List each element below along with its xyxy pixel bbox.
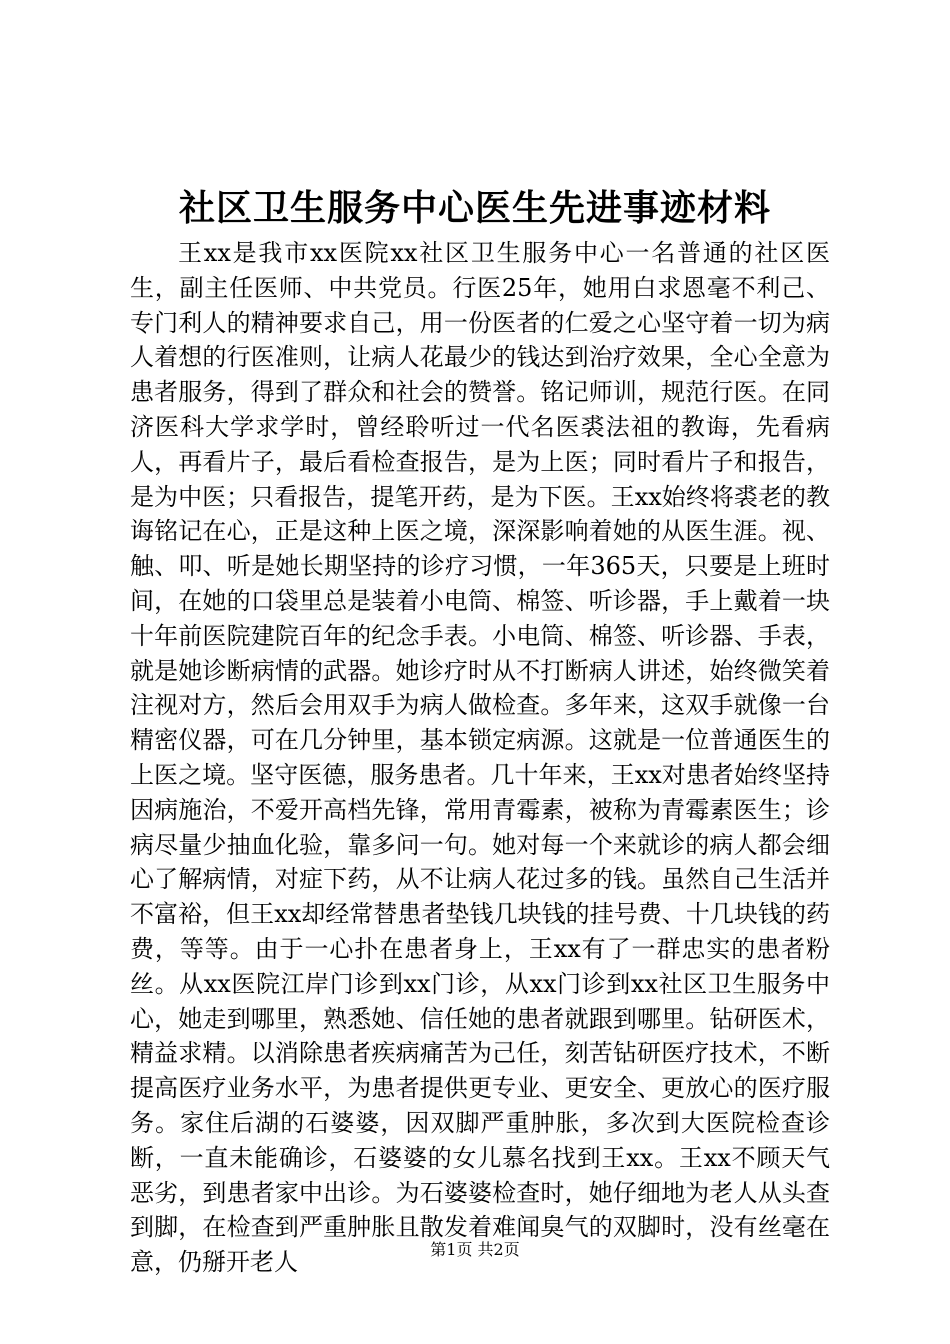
page-number: 第1页 共2页 [430,1240,520,1259]
document-title: 社区卫生服务中心医生先进事迹材料 [178,187,771,229]
document-body: 王xx是我市xx医院xx社区卫生服务中心一名普通的社区医生，副主任医师、中共党员。行医25年，她用白求恩毫不利己、专门利人的精神要求自己，用一份医者的仁爱之心坚守着一切为病人着想的行医准则，让病人花最少的钱达到治疗效果，全心全意为患者服务，得到了群众和社会的赞誉。铭记师训，规范行医。在同济医科大学求学时，曾经聆听过一代名医裘法祖的教诲，先看病人，再看片子，最后看检查报告，是为上医；同时看片子和报告，是为中医；只看报告，提笔开药，是为下医。王xx始终将裘老的教诲铭记在心，正是这种上医之境，深深影响着她的从医生涯。视、触、叩、听是她长期坚持的诊疗习惯，一年365天，只要是上班时间，在她的口袋里总是装着小电筒、棉签、听诊器，手上戴着一块十年前医院建院百年的纪念手表。小电筒、棉签、听诊器、手表，就是她诊断病情的武器。她诊疗时从不打断病人讲述，始终微笑着注视对方，然后会用双手为病人做检查。多年来，这双手就像一台精密仪器，可在几分钟里，基本锁定病源。这就是一位普通医生的上医之境。坚守医德，服务患者。几十年来，王xx对患者始终坚持因病施治，不爱开高档先锋，常用青霉素，被称为青霉素医生；诊病尽量少抽血化验，靠多问一句。她对每一个来就诊的病人都会细心了解病情，对症下药，从不让病人花过多的钱。虽然自己生活并不富裕，但王xx却经常替患者垫钱几块钱的挂号费、十几块钱的药费，等等。由于一心扑在患者身上，王xx有了一群忠实的患者粉丝。从xx医院江岸门诊到xx门诊，从xx门诊到xx社区卫生服务中心，她走到哪里，熟悉她、信任她的患者就跟到哪里。钻研医术，精益求精。以消除患者疾病痛苦为己任，刻苦钻研医疗技术，不断提高医疗业务水平，为患者提供更专业、更安全、更放心的医疗服务。家住后湖的石婆婆，因双脚严重肿胀，多次到大医院检查诊断，一直未能确诊，石婆婆的女儿慕名找到王xx。王xx不顾天气恶劣，到患者家中出诊。为石婆婆检查时，她仔细地为老人从头查到脚，在检查到严重肿胀且散发着难闻臭气的双脚时，没有丝毫在意，仍掰开老人 [130,239,830,1277]
